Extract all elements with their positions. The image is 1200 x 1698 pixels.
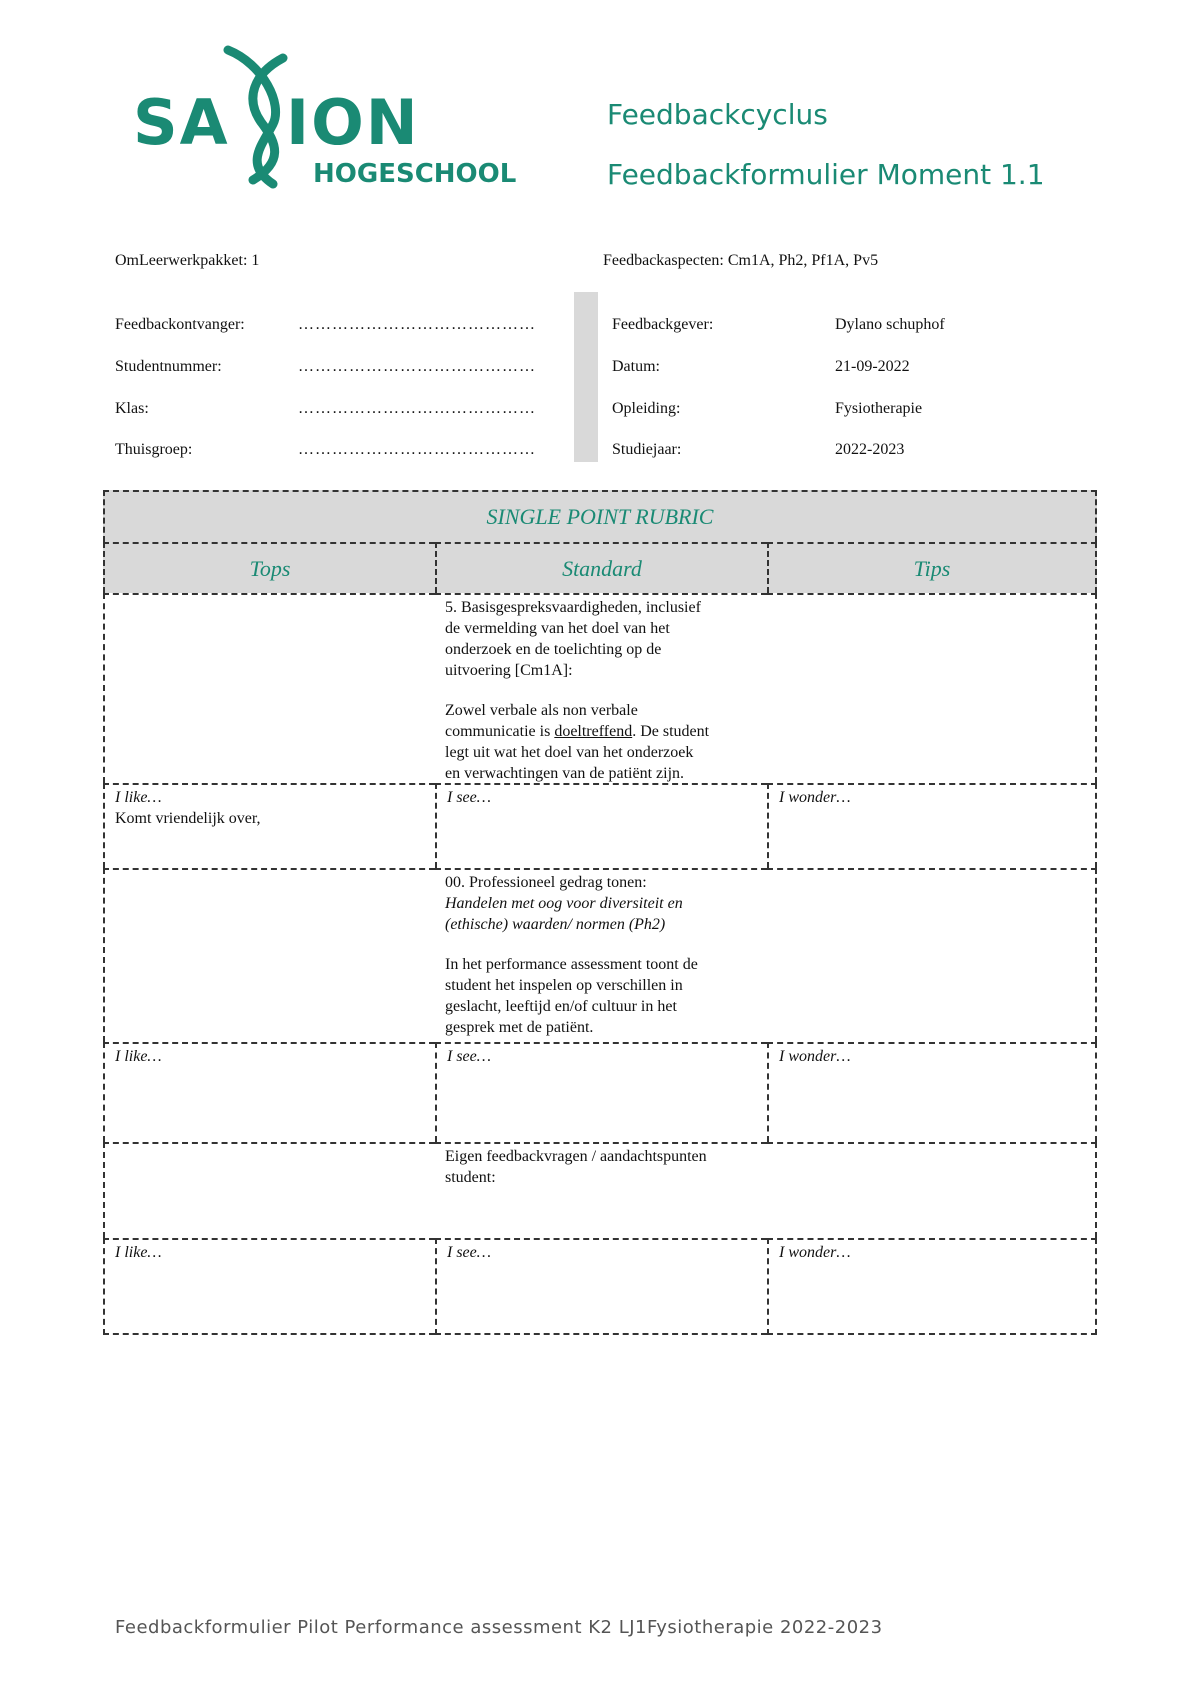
i-see-label: I see…	[447, 1048, 491, 1065]
logo-sub-text: HOGESCHOOL	[313, 159, 517, 189]
standard-row-1	[103, 593, 1097, 783]
col-standard: Standard	[435, 542, 767, 593]
label-feedbackgever: Feedbackgever:	[612, 316, 714, 333]
i-wonder-label: I wonder…	[779, 789, 851, 806]
i-see-label: I see…	[447, 1244, 491, 1261]
feedback-row-3	[103, 1238, 1097, 1335]
value-opleiding: Fysiotherapie	[835, 400, 923, 417]
s2-line: In het performance assessment toont de	[445, 956, 698, 973]
werkpakket-text: OmLeerwerkpakket: 1	[115, 252, 260, 269]
tops-cell-1[interactable]	[103, 593, 435, 783]
s1-underlined: doeltreffend	[554, 723, 633, 740]
logo-name-text: SA	[133, 86, 230, 159]
label-opleiding: Opleiding:	[612, 400, 681, 417]
s2-line: 00. Professioneel gedrag tonen:	[445, 874, 647, 891]
label-studiejaar: Studiejaar:	[612, 441, 682, 458]
svg-text:ION: ION	[286, 86, 420, 159]
i-wonder-label: I wonder…	[779, 1048, 851, 1065]
column-divider	[574, 292, 598, 462]
tops-cell-3[interactable]	[103, 1142, 435, 1238]
value-feedbackgever: Dylano schuphof	[835, 316, 945, 333]
value-studiejaar: 2022-2023	[835, 441, 905, 458]
i-like-label: I like…	[115, 1244, 162, 1261]
field-ontvanger[interactable]: ……………………………………	[298, 316, 536, 333]
rubric-table	[103, 490, 1097, 1335]
col-tops: Tops	[103, 542, 435, 593]
tips-cell-1[interactable]	[767, 593, 1097, 783]
standard-cell-3	[435, 1142, 767, 1238]
tops-cell-2[interactable]	[103, 868, 435, 1042]
like-cell-2[interactable]	[103, 1042, 435, 1142]
s1-line: onderzoek en de toelichting op de	[445, 641, 662, 658]
feedback-row-1	[103, 783, 1097, 868]
rubric-title: SINGLE POINT RUBRIC	[103, 490, 1097, 542]
tips-cell-3[interactable]	[767, 1142, 1097, 1238]
aspecten-text: Feedbackaspecten: Cm1A, Ph2, Pf1A, Pv5	[603, 252, 879, 269]
wonder-cell-3[interactable]	[767, 1238, 1097, 1335]
label-datum: Datum:	[612, 358, 660, 375]
s1-line: en verwachtingen van de patiënt zijn.	[445, 765, 685, 782]
s1-line: uitvoering [Cm1A]:	[445, 662, 573, 679]
label-klas: Klas:	[115, 400, 149, 417]
rubric-header-row	[103, 542, 1097, 593]
saxion-logo	[133, 44, 523, 194]
s1-line: legt uit wat het doel van het onderzoek	[445, 744, 694, 761]
rubric-title-row	[103, 490, 1097, 542]
label-thuisgroep: Thuisgroep:	[115, 441, 193, 458]
field-thuisgroep[interactable]: ……………………………………	[298, 441, 536, 458]
field-klas[interactable]: ……………………………………	[298, 400, 536, 417]
s1-line: Zowel verbale als non verbale	[445, 702, 638, 719]
s2-line: student het inspelen op verschillen in	[445, 977, 683, 994]
i-like-label: I like…	[115, 789, 162, 806]
wonder-cell-1[interactable]	[767, 783, 1097, 868]
wonder-cell-2[interactable]	[767, 1042, 1097, 1142]
s3-line: Eigen feedbackvragen / aandachtspunten	[445, 1148, 707, 1165]
title-feedbackcyclus: Feedbackcyclus	[607, 98, 828, 131]
standard-cell-2	[435, 868, 767, 1042]
s1-line: 5. Basisgespreksvaardigheden, inclusief	[445, 599, 701, 616]
like-text: Komt vriendelijk over,	[115, 810, 261, 827]
like-cell-1[interactable]	[103, 783, 435, 868]
i-see-label: I see…	[447, 789, 491, 806]
s1-line	[445, 721, 757, 742]
see-cell-1[interactable]	[435, 783, 767, 868]
s1-text: communicatie is	[445, 723, 555, 740]
col-tips: Tips	[767, 542, 1097, 593]
label-ontvanger: Feedbackontvanger:	[115, 316, 245, 333]
s2-line: (ethische) waarden/ normen (Ph2)	[445, 916, 666, 933]
s2-line: geslacht, leeftijd en/of cultuur in het	[445, 998, 677, 1015]
feedback-row-2	[103, 1042, 1097, 1142]
standard-cell-1	[435, 593, 767, 783]
s1-line: de vermelding van het doel van het	[445, 620, 670, 637]
tips-cell-2[interactable]	[767, 868, 1097, 1042]
standard-row-2	[103, 868, 1097, 1042]
s3-line: student:	[445, 1169, 496, 1186]
s2-line: gesprek met de patiënt.	[445, 1019, 594, 1036]
s2-line: Handelen met oog voor diversiteit en	[445, 895, 683, 912]
like-cell-3[interactable]	[103, 1238, 435, 1335]
title-feedbackformulier: Feedbackformulier Moment 1.1	[607, 158, 1045, 191]
standard-row-3	[103, 1142, 1097, 1238]
s1-text: . De student	[632, 723, 710, 740]
field-studentnummer[interactable]: ……………………………………	[298, 358, 536, 375]
label-studentnummer: Studentnummer:	[115, 358, 222, 375]
i-wonder-label: I wonder…	[779, 1244, 851, 1261]
i-like-label: I like…	[115, 1048, 162, 1065]
see-cell-2[interactable]	[435, 1042, 767, 1142]
value-datum: 21-09-2022	[835, 358, 910, 375]
page-footer: Feedbackformulier Pilot Performance assessment K2 LJ1Fysiotherapie 2022-2023	[115, 1617, 883, 1638]
see-cell-3[interactable]	[435, 1238, 767, 1335]
